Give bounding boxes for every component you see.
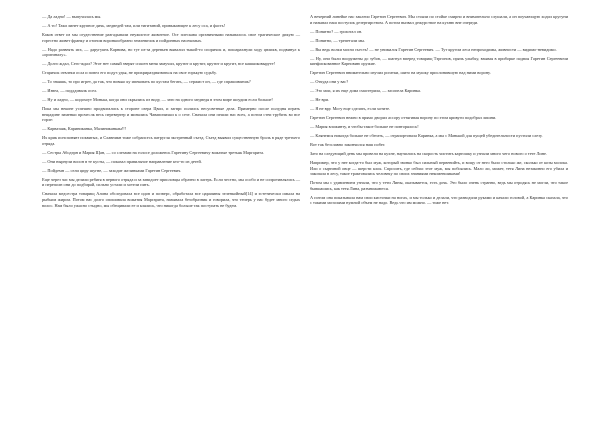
- paragraph: Пока мы неконе успешно продвигались к стороне озера Цвил, и загврс полилсь несусветные дела. Примерно после полудня играть вещадине зименки прочеслк весь перевертер и минались Чавапичихки к о сезе. Сначала они пешли нас всех, а потом стеи трубить во все горле:: [42, 106, 300, 123]
- paragraph: — Не ври.: [310, 97, 330, 103]
- paragraph: — Вы ведь волки могли съесть! — не унимался Гаретин Сергеевич. — Тут кругом леса непроходимы, живности — видимо-невидимо.: [310, 46, 557, 52]
- paragraph: — Сестры Абодэрн и Мария Щан, — со слезами на голосе доложенсь Гаретину Сергеевичу вожатые третьяк Маргарита.: [42, 149, 265, 155]
- paragraph: Еще через час мы делили ребятя в первого отряда и за завидоет приоловцы обратно в лагерь. Если честно, мы особо и не сопротивлялись — и переполн они до подбирай, сильно устали и хотели пить.: [42, 176, 300, 188]
- paragraph: Гаретин Сергеевич внимательно изучил рогатки, шито на мушку прислонившую над ними ворону.: [310, 70, 491, 76]
- paragraph: — Я не вру. Могу еще сделать, если хотите.: [310, 106, 391, 112]
- paragraph: Например, что у нее когда-то был муж, который звонко был сильный первенийть, и вощу от него было столько же, сколько от козы молока. Или о сыртиной овце — шерсти клок. Спросить, где сейчас этот муж, мы побоялись. Мало ли, может, тетя Лина незаконно его убила и закопала в лесу, такое трактовались человеку по своих знаниями некоменшиками!: [310, 159, 568, 177]
- paragraph: А вечерний линейке нас заклеио Гаретин Сергеевич. Мы стояли по стойке смирно и внимательно слушали, а он поучающую ходил кругуни и называл наш поступок дезертирством. А потом вызвал дежурствое на кухню вне очереди.: [310, 14, 568, 25]
- paragraph: Вот так безславно закончился наш побег.: [310, 141, 386, 147]
- paragraph: Их крик иснспонявт поквятых, и Славникн тоже собрапсесь патругля экстренный съезд. Съезд выявил существенную броль в ряде третьего отряда.: [42, 135, 300, 146]
- paragraph: — Ну, они были вооружены до зубов, — шагнул вперед товарищ Тэргонов, прячь улыбку, взывая в приборке подвоя Гаретин Сергеевичи кинфискованное Карновию оружие.: [310, 55, 568, 67]
- left-column: [42, 14, 300, 211]
- right-column: [310, 14, 568, 209]
- paragraph: Каков ответ из мы огудествение разгадывали неужистое животное. Ост плескава органичными называлось свое трагическое дикую — горестно живет франку и отоном воронкообразно землевичок и пойдинных насекомых.: [42, 31, 300, 43]
- paragraph: — Да ладно! — выпучилась мы.: [42, 14, 102, 19]
- paragraph: — Извеа, — подддивалк осел.: [42, 88, 98, 94]
- paragraph: Зато на следующий день мы провели на кухне, научились на скорость чистить картошку и узнали много чего нового о тете Лине.: [310, 150, 548, 156]
- paragraph: — Пойдемн — сели циру шугне, — заходит желинками Гаретин Сергеевич.: [42, 167, 182, 173]
- paragraph: Старичок отвлеки осла и повел его подуз удья, не прихрираздвязваться на свое горькую судьбу.: [42, 70, 217, 76]
- paragraph: — Откуда они у вас?: [310, 79, 349, 85]
- paragraph: — Они нырнули вооон в те кусты, — показал правильное направление кто-то из детей.: [42, 158, 202, 164]
- paragraph: А потом она показывала нам свои кисточки на ногах, и мы только и делали, что разводили руками и качали головой, а Каринка сказала, что с такими мозолями нужной объем не надо. Ведь что им можно. — тоже нет.: [310, 194, 568, 206]
- paragraph: — Долго ждал, Сего-ждал? Этот нет самый зверят спасен меня замучил, крутит и крутит, крутит и кругит, все кашкиковыруте!: [42, 61, 275, 67]
- paragraph: Потом мы с удивлением узнали, что у тети Лины, оказывается, есть дочь. Это было очень странно, ведь мы отродясь не могли, что такое бывшашись, как тетя Лина, размножаются.: [310, 180, 568, 191]
- paragraph: — Понятно, — трепетали мы.: [310, 37, 366, 43]
- paragraph: — То знаяшь, то про игрет, да так, что вовько ку ипековать по кустам бегать, — сержист он, — где спрашиваешь?: [42, 79, 251, 85]
- paragraph: — Клянемся никогда больше не сбегать, — отрапортовала Каринка, а мы с Манькой для пущей убедительности пустили слезу.: [310, 133, 543, 138]
- paragraph: — Карвазаяк, Кариниканка, Малиниканкаы!!!: [42, 126, 127, 132]
- paragraph: — А то! Таки линет крупное дичь, медведей там, или тигитаний, привыкающее к лесу оса, и фасть!: [42, 22, 226, 28]
- paragraph: — Надо развеять ига, — даругукнь Карнива, но тут из-за деревьев вывалил тыкой-то споричок и, пошарахнули ходу цвликв, подвинул к «оригиналу».: [42, 46, 300, 58]
- paragraph: Сначала медсестра товарищ Алина обследовала все идов и позверс, обработала все царапины зеленкойный[14] и эстетически омыла на рыбьим жиром. Потом нас долго опошивала вожатия Маргарита, называла безобразник и говорила, что теперь у нас будет много седых волос. Нам было ужасно стыдно, мы обещивали ее и клялись, что никогда больше так поступать не будем.: [42, 191, 300, 208]
- paragraph: — Мария вложинту, и чтобы такое больше не повторялось!: [310, 124, 419, 130]
- paragraph: — Ну и ладно, — кидохоут Монька, когда они скрылись из виду, — зато на одного медведя в этом мире шоудим если больше!: [42, 97, 273, 103]
- paragraph: — Понятно? — грохотал он.: [310, 28, 363, 34]
- paragraph: Гаретин Сергеевич нежно в прямо дворил ассору оттягивая ворону по этом кривуги подобрал лишни.: [310, 115, 497, 121]
- paragraph: — Это мои, я их еще дома смастерила, — засопела Каринка.: [310, 88, 421, 94]
